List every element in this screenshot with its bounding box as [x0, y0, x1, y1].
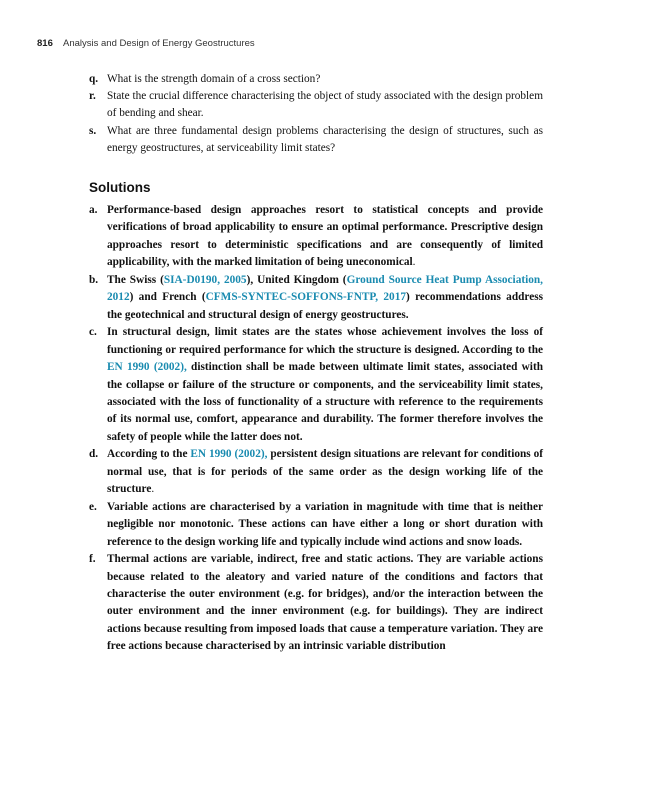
- solution-text: The Swiss (: [107, 273, 164, 286]
- solution-text: ) and French (: [129, 291, 206, 304]
- solution-text: Thermal actions are variable, indirect, free and static actions. They are variable actions because related to the aleatory and varied nature of the conditions and factors that characterise the outer environment (e.g. for bridges), and/or the interaction between the outer environment and the inner environment (e.g. for buildings). They are indirect actions because resulting from imposed loads that cause a temperature variation. They are free actions because characterised by an intrinsic variable distribution: [107, 553, 543, 653]
- solution-label: b.: [89, 273, 99, 286]
- solution-label: c.: [89, 326, 97, 339]
- solution-item-a: [89, 202, 543, 272]
- solutions-list: [89, 202, 543, 656]
- citation-link[interactable]: Ground Source Heat Pump Association, 2012: [107, 273, 543, 304]
- solution-text-end: .: [151, 483, 155, 496]
- question-label: s.: [89, 124, 97, 137]
- solution-item-d: [89, 446, 543, 498]
- solution-text: Variable actions are characterised by a variation in magnitude with time that is neither negligible nor monotonic. These actions can have either a long or short duration with reference to the design working life and typically include wind actions and snow loads.: [107, 500, 543, 548]
- solution-text: Performance-based design approaches resort to statistical concepts and provide verifications of broad applicability to ensure an optimal performance. Prescriptive design approaches resort to deterministic specifications and are consequently of limited applicability, with the marked limitation of being uneconomical: [107, 204, 543, 269]
- citation-link[interactable]: SIA-D0190, 2005: [163, 273, 247, 286]
- solution-text: ), United Kingdom (: [246, 273, 347, 286]
- solution-text: According to the: [107, 448, 191, 461]
- question-text: State the crucial difference characterising the object of study associated with the design problem of bending and shear.: [107, 90, 543, 120]
- question-label: q.: [89, 73, 99, 85]
- page-number: 816: [37, 38, 53, 49]
- citation-link[interactable]: CFMS-SYNTEC-SOFFONS-FNTP, 2017: [205, 291, 407, 304]
- solution-text: In structural design, limit states are the states whose achievement involves the loss of functioning or required performance for which the structure is designed. According to the: [107, 326, 543, 356]
- solution-label: f.: [89, 553, 96, 566]
- solution-item-b: [89, 272, 543, 324]
- question-label: r.: [89, 90, 96, 103]
- solution-text: persistent design situations are relevant for conditions of normal use, that is for periods of the same order as the design working life of the structure: [107, 448, 543, 496]
- solutions-heading: Solutions: [89, 180, 151, 195]
- page-header: [37, 38, 255, 49]
- question-item: [89, 88, 543, 122]
- solution-text: distinction shall be made between ultimate limit states, associated with the collapse or failure of the structure or components, and the serviceability limit states, associated with the loss of functionality of a structure with reference to the requirements of its normal use, comfort, appearance and durability. The former therefore involves the safety of people while the latter does not.: [107, 361, 543, 443]
- solution-item-e: [89, 499, 543, 551]
- solution-label: e.: [89, 500, 97, 513]
- citation-link[interactable]: EN 1990 (2002),: [190, 448, 268, 461]
- solution-text-end: .: [412, 256, 416, 269]
- question-text: What are three fundamental design problems characterising the design of structures, such as energy geostructures, at serviceability limit states?: [107, 124, 543, 154]
- running-title: Analysis and Design of Energy Geostructures: [62, 38, 255, 49]
- questions-list: [89, 71, 543, 157]
- solution-label: a.: [89, 204, 98, 216]
- solution-item-f: [89, 551, 543, 656]
- solution-text: ) recommendations address the geotechnical and structural design of energy geostructures.: [107, 291, 544, 321]
- citation-link[interactable]: EN 1990 (2002),: [107, 361, 187, 374]
- question-text: What is the strength domain of a cross section?: [107, 73, 321, 85]
- solution-label: d.: [89, 448, 99, 461]
- solution-item-c: [89, 324, 543, 446]
- question-item: [89, 71, 543, 88]
- question-item: [89, 123, 543, 157]
